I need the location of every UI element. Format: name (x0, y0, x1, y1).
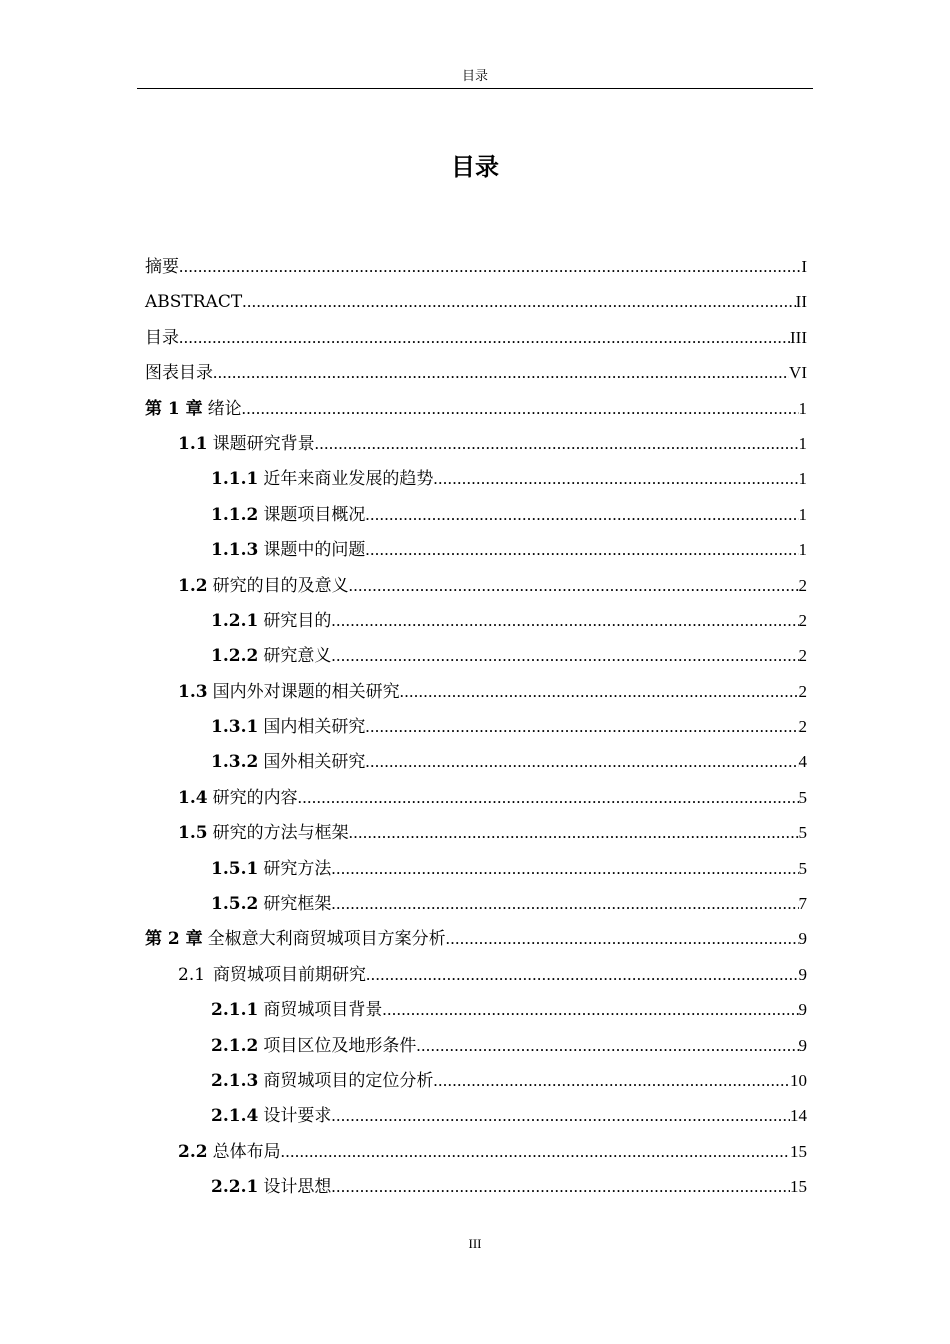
toc-entry-page: II (795, 292, 807, 312)
toc-entry-title: 研究方法 (263, 858, 332, 879)
toc-entry[interactable] (145, 320, 807, 355)
toc-entry[interactable] (145, 568, 807, 603)
toc-entry-number: 1.1.3 (211, 540, 259, 561)
toc-entry-number: 2.1 (178, 964, 206, 985)
toc-entry-page: VI (789, 363, 807, 383)
toc-dot-leader (433, 1063, 790, 1098)
toc-entry-page: 2 (798, 610, 807, 630)
toc-dot-leader (365, 744, 798, 779)
toc-entry-page: 9 (798, 1035, 807, 1055)
toc-entry-title: 国内外对课题的相关研究 (212, 681, 400, 702)
toc-entry[interactable] (145, 1169, 807, 1204)
toc-entry-title: ABSTRACT (145, 292, 243, 313)
toc-entry-title: 设计要求 (263, 1106, 332, 1127)
toc-dot-leader (281, 1134, 790, 1169)
toc-entry-page: 5 (798, 823, 807, 843)
toc-entry[interactable] (145, 957, 807, 992)
toc-entry[interactable] (145, 851, 807, 886)
toc-entry-page: III (790, 327, 807, 347)
toc-entry-number: 1.1.2 (211, 504, 259, 525)
toc-dot-leader (416, 1028, 798, 1063)
toc-entry-number: 1.3 (178, 681, 208, 702)
toc-dot-leader (349, 815, 799, 850)
toc-dot-leader (365, 709, 798, 744)
toc-entry[interactable] (145, 709, 807, 744)
toc-entry-page: 10 (790, 1070, 807, 1090)
toc-entry[interactable] (145, 1063, 807, 1098)
toc-dot-leader (298, 780, 799, 815)
toc-entry-page: 5 (798, 858, 807, 878)
toc-entry[interactable] (145, 284, 807, 319)
toc-entry-number: 2.2.1 (211, 1177, 259, 1198)
toc-entry[interactable] (145, 780, 807, 815)
toc-dot-leader (242, 284, 795, 319)
toc-dot-leader (331, 603, 798, 638)
toc-list (145, 249, 807, 1205)
toc-entry[interactable] (145, 603, 807, 638)
running-header: 目录 (137, 66, 813, 89)
toc-dot-leader (331, 1098, 790, 1133)
toc-entry-title: 国内相关研究 (263, 717, 366, 738)
toc-entry-title: 研究的目的及意义 (212, 575, 349, 596)
toc-entry-number: 2.1.3 (211, 1070, 259, 1091)
toc-entry[interactable] (145, 1134, 807, 1169)
toc-entry-title: 课题研究背景 (212, 433, 315, 454)
toc-entry[interactable] (145, 921, 807, 956)
toc-entry-title: 研究的方法与框架 (212, 823, 349, 844)
toc-entry-page: 15 (790, 1177, 807, 1197)
toc-dot-leader (366, 957, 798, 992)
toc-entry[interactable] (145, 497, 807, 532)
toc-entry-title: 研究目的 (263, 610, 332, 631)
toc-entry-number: 第 1 章 (145, 398, 203, 419)
toc-entry-page: 2 (798, 681, 807, 701)
toc-entry-number: 1.1.1 (211, 469, 259, 490)
toc-entry-page: I (801, 257, 807, 276)
toc-entry[interactable] (145, 1098, 807, 1133)
toc-entry-title: 目录 (145, 327, 179, 348)
toc-entry-number: 1.2.1 (211, 610, 259, 631)
toc-entry-title: 总体布局 (212, 1141, 281, 1162)
toc-entry-page: 15 (790, 1141, 807, 1161)
toc-entry-number: 1.2 (178, 575, 208, 596)
toc-entry-page: 2 (798, 646, 807, 666)
toc-entry[interactable] (145, 391, 807, 426)
toc-entry-page: 1 (798, 433, 807, 453)
toc-entry-number: 1.5 (178, 823, 208, 844)
toc-entry-number: 1.2.2 (211, 646, 259, 667)
toc-dot-leader (213, 355, 789, 390)
toc-dot-leader (331, 638, 798, 673)
toc-entry-number: 1.3.2 (211, 752, 259, 773)
toc-entry-number: 1.4 (178, 787, 208, 808)
toc-dot-leader (315, 426, 799, 461)
toc-entry[interactable] (145, 992, 807, 1027)
toc-entry-title: 商贸城项目的定位分析 (263, 1070, 434, 1091)
toc-entry-page: 4 (798, 752, 807, 772)
toc-entry-page: 1 (798, 469, 807, 489)
toc-dot-leader (179, 320, 790, 355)
toc-entry-page: 14 (790, 1106, 807, 1126)
toc-entry-number: 2.1.2 (211, 1035, 259, 1056)
toc-entry-number: 第 2 章 (145, 929, 203, 950)
toc-entry-title: 研究意义 (263, 646, 332, 667)
toc-dot-leader (242, 391, 799, 426)
toc-entry-title: 课题中的问题 (263, 540, 366, 561)
toc-entry-title: 商贸城项目前期研究 (213, 964, 367, 985)
toc-entry-title: 绪论 (207, 398, 242, 419)
toc-entry[interactable] (145, 815, 807, 850)
toc-entry-page: 1 (798, 504, 807, 524)
toc-dot-leader (179, 249, 801, 284)
toc-dot-leader (365, 497, 798, 532)
page-number: III (468, 1236, 482, 1251)
toc-entry[interactable] (145, 532, 807, 567)
toc-entry-page: 2 (798, 575, 807, 595)
toc-entry[interactable] (145, 744, 807, 779)
toc-entry-page: 1 (798, 540, 807, 560)
toc-entry-title: 项目区位及地形条件 (263, 1035, 417, 1056)
toc-entry-title: 摘要 (145, 257, 179, 277)
toc-dot-leader (382, 992, 798, 1027)
toc-entry-number: 2.1.1 (211, 1000, 259, 1021)
toc-entry-title: 全椒意大利商贸城项目方案分析 (207, 929, 446, 950)
toc-entry[interactable] (145, 886, 807, 921)
toc-entry[interactable] (145, 1028, 807, 1063)
toc-entry-number: 2.2 (178, 1141, 208, 1162)
toc-dot-leader (433, 461, 798, 496)
toc-entry-number: 1.5.2 (211, 894, 259, 915)
toc-entry-page: 7 (798, 894, 807, 914)
toc-entry-page: 5 (798, 787, 807, 807)
toc-entry-page: 9 (798, 929, 807, 949)
toc-entry[interactable] (145, 426, 807, 461)
toc-entry-number: 1.3.1 (211, 717, 259, 738)
toc-dot-leader (446, 921, 799, 956)
toc-entry[interactable] (145, 638, 807, 673)
toc-dot-leader (331, 886, 798, 921)
toc-entry-number: 1.1 (178, 433, 208, 454)
toc-title: 目录 (451, 152, 499, 181)
toc-dot-leader (400, 674, 799, 709)
toc-entry-title: 国外相关研究 (263, 752, 366, 773)
toc-entry-page: 9 (798, 1000, 807, 1020)
toc-entry-title: 研究的内容 (212, 787, 298, 808)
toc-dot-leader (331, 1169, 790, 1204)
toc-dot-leader (349, 568, 799, 603)
toc-dot-leader (331, 851, 798, 886)
toc-entry-title: 图表目录 (145, 363, 213, 384)
toc-entry-title: 近年来商业发展的趋势 (263, 469, 434, 490)
toc-entry-number: 1.5.1 (211, 858, 259, 879)
toc-entry[interactable] (145, 461, 807, 496)
toc-entry-number: 2.1.4 (211, 1106, 259, 1127)
toc-entry-title: 研究框架 (263, 894, 332, 915)
toc-entry-title: 设计思想 (263, 1177, 332, 1198)
toc-dot-leader (365, 532, 798, 567)
toc-entry-title: 课题项目概况 (263, 504, 366, 525)
toc-entry-page: 2 (798, 717, 807, 737)
toc-entry-page: 9 (798, 964, 807, 984)
toc-entry-title: 商贸城项目背景 (263, 1000, 383, 1021)
toc-entry[interactable] (145, 674, 807, 709)
toc-entry-page: 1 (798, 398, 807, 418)
toc-entry[interactable] (145, 249, 807, 284)
toc-entry[interactable] (145, 355, 807, 390)
